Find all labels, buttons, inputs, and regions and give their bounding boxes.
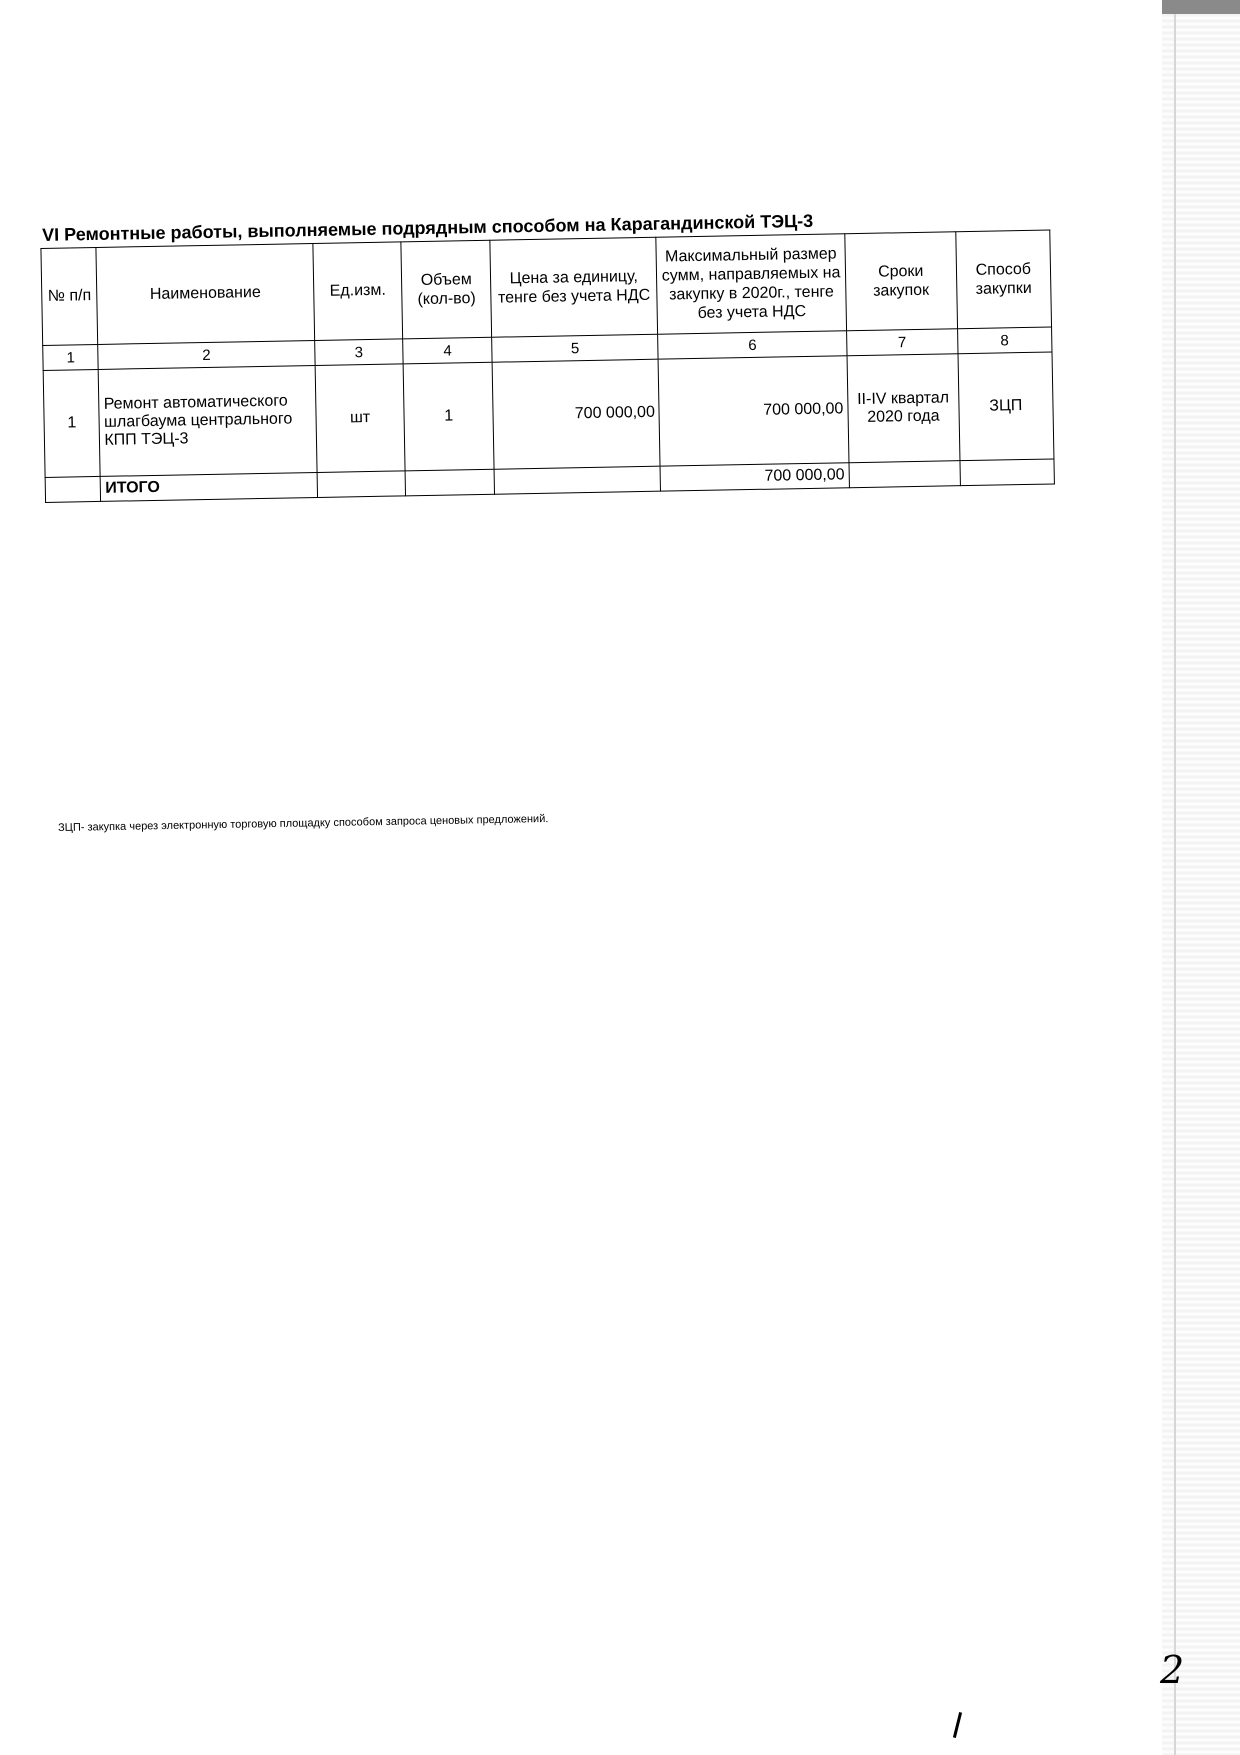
column-number: 2 [98, 340, 315, 369]
page-edge-top [1162, 0, 1240, 14]
header-cell-name: Наименование [96, 244, 314, 345]
header-cell-price: Цена за единицу, тенге без учета НДС [490, 237, 658, 337]
total-empty-cell [849, 461, 960, 488]
row-num-cell: 1 [43, 369, 100, 477]
column-number: 8 [957, 327, 1052, 354]
column-number: 6 [658, 331, 847, 359]
header-cell-qty: Объем (кол-во) [401, 240, 491, 339]
row-method-cell: ЗЦП [958, 352, 1054, 461]
header-cell-max-sum: Максимальный размер сумм, направляемых на закупку в 2020г., тенге без учета НДС [656, 234, 846, 334]
header-cell-num: № п/п [41, 247, 98, 345]
row-max-sum-cell: 700 000,00 [658, 356, 848, 466]
procurement-table [40, 229, 1055, 502]
row-period-cell: II-IV квартал 2020 года [847, 354, 960, 463]
header-cell-period: Сроки закупок [845, 232, 958, 331]
table-row [43, 352, 1054, 477]
page-edge-line [1174, 0, 1176, 1755]
footnote: ЗЦП- закупка через электронную торговую площадку способом запроса ценовых предложений. [58, 813, 549, 834]
page-number: 2 [1160, 1648, 1185, 1692]
row-name-cell: Ремонт автоматического шлагбаума центрального КПП ТЭЦ-3 [99, 365, 317, 476]
header-cell-unit: Ед.изм. [313, 242, 403, 341]
total-empty-cell [45, 476, 101, 502]
total-empty-cell [494, 466, 661, 494]
handwritten-mark [953, 1712, 962, 1738]
total-empty-cell [405, 469, 494, 496]
header-row [41, 230, 1052, 345]
total-sum: 700 000,00 [660, 463, 849, 491]
column-number: 1 [43, 344, 99, 370]
document-sheet [40, 206, 1055, 502]
column-number: 3 [314, 339, 403, 366]
total-empty-cell [317, 471, 406, 498]
row-qty-cell: 1 [403, 362, 494, 471]
section-title: VI Ремонтные работы, выполняемые подрядным способом на Карагандинской ТЭЦ-3 [41, 210, 814, 245]
total-label: ИТОГО [101, 472, 318, 501]
total-empty-cell [960, 459, 1055, 486]
header-cell-method: Способ закупки [955, 230, 1051, 329]
row-price-cell: 700 000,00 [492, 359, 660, 469]
column-number: 4 [403, 337, 492, 364]
column-number: 5 [492, 334, 659, 362]
row-unit-cell: шт [315, 364, 406, 473]
column-number: 7 [846, 329, 957, 356]
